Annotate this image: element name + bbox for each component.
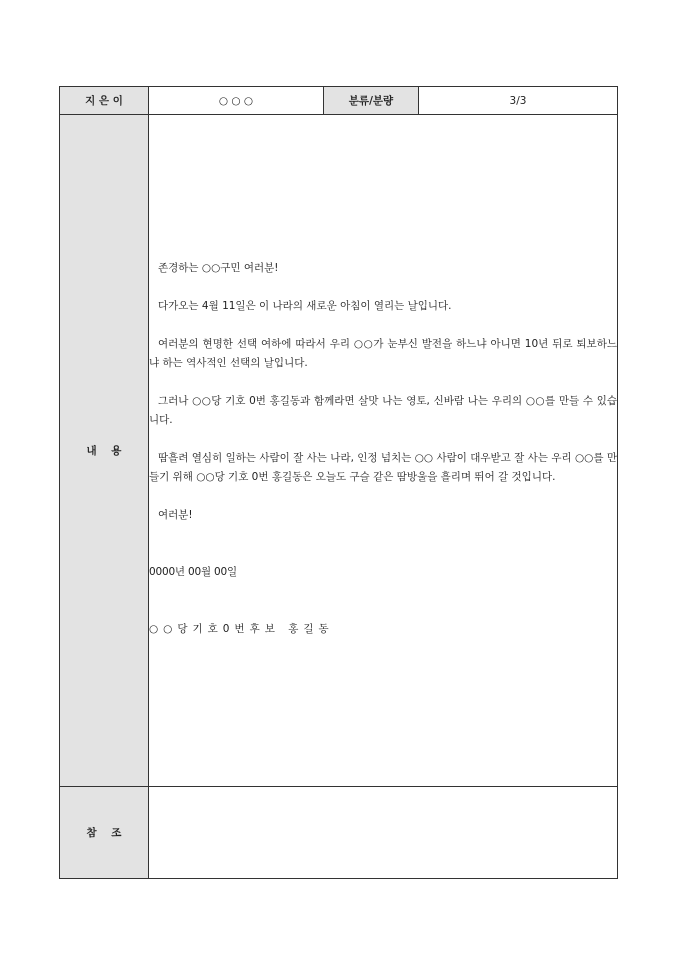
content-cell: [149, 115, 618, 787]
body-paragraph: 땀흘려 열심히 일하는 사람이 잘 사는 나라, 인정 넘치는 ○○ 사람이 대우받고 잘 사는 우리 ○○를 만들기 위해 ○○당 기호 0번 홍길동은 오늘도 구슬 같은 땀방울을 흘리며 뛰어 갈 것입니다.: [149, 451, 617, 483]
body-paragraph: 그러나 ○○당 기호 0번 홍길동과 함께라면 살맛 나는 영토, 신바람 나는 우리의 ○○를 만들 수 있습니다.: [149, 394, 617, 426]
reference-cell: [149, 787, 618, 879]
reference-row: [60, 787, 618, 879]
category-label: 분류/분량: [324, 87, 419, 115]
header-row: [60, 87, 618, 115]
category-value: 3/3: [419, 87, 618, 115]
body-paragraph: 여러분의 현명한 선택 여하에 따라서 우리 ○○가 눈부신 발전을 하느냐 아니면 10년 뒤로 퇴보하느냐 하는 역사적인 선택의 날입니다.: [149, 337, 617, 369]
closing-paragraph: 여러분!: [158, 508, 193, 521]
speech-form-table: [59, 86, 618, 879]
date-line: 0000년 00월 00일: [149, 565, 237, 578]
content-row: [60, 115, 618, 787]
reference-label: 참 조: [60, 787, 149, 879]
author-value: ○ ○ ○: [149, 87, 324, 115]
greeting-paragraph: 존경하는 ○○구민 여러분!: [158, 261, 279, 274]
author-label: 지 은 이: [60, 87, 149, 115]
signature-line: ○○당기호0번후보 홍길동: [149, 622, 334, 635]
content-label: 내 용: [60, 115, 149, 787]
body-paragraph: 다가오는 4월 11일은 이 나라의 새로운 아침이 열리는 날입니다.: [158, 299, 452, 312]
